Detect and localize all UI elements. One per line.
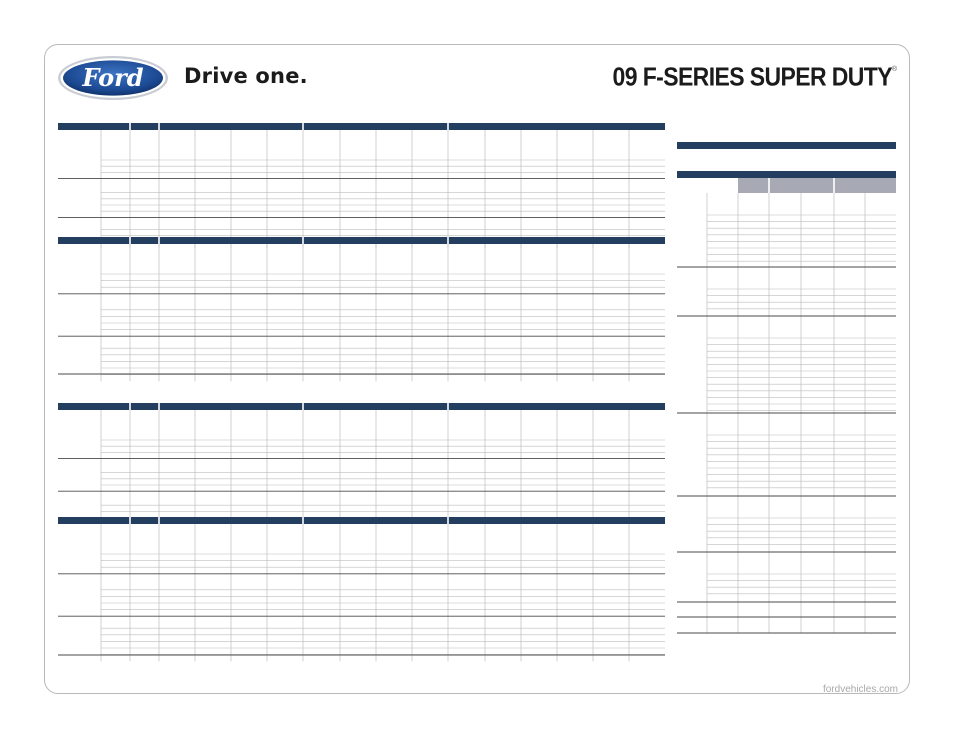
header-separator	[447, 123, 449, 130]
block-3-header-bar	[58, 403, 665, 410]
block-2-header-bar	[58, 237, 665, 244]
header-separator	[302, 237, 304, 244]
header-separator	[302, 403, 304, 410]
sub-header-separator	[768, 178, 770, 193]
block-4-header-bar	[58, 517, 665, 524]
registered-mark: ®	[891, 66, 897, 73]
header-separator	[129, 517, 131, 524]
right-header-bar-1	[677, 142, 896, 149]
header-separator	[158, 237, 160, 244]
header-separator	[129, 123, 131, 130]
footer-url: fordvehicles.com	[822, 684, 898, 695]
header-separator	[302, 517, 304, 524]
header-separator	[129, 403, 131, 410]
header-separator	[447, 403, 449, 410]
sub-header-separator	[833, 178, 835, 193]
ford-logo-text: Ford	[82, 63, 144, 92]
header-separator	[447, 517, 449, 524]
block-1-header-bar	[58, 123, 665, 130]
header-separator	[158, 403, 160, 410]
header-separator	[447, 237, 449, 244]
tagline: Drive one.	[184, 64, 308, 88]
right-header-bar-2	[677, 171, 896, 178]
header-separator	[129, 237, 131, 244]
header-separator	[158, 517, 160, 524]
right-sub-header	[738, 178, 896, 193]
model-title: 09 F-SERIES SUPER DUTY	[612, 62, 892, 92]
header-separator	[158, 123, 160, 130]
header-separator	[302, 123, 304, 130]
